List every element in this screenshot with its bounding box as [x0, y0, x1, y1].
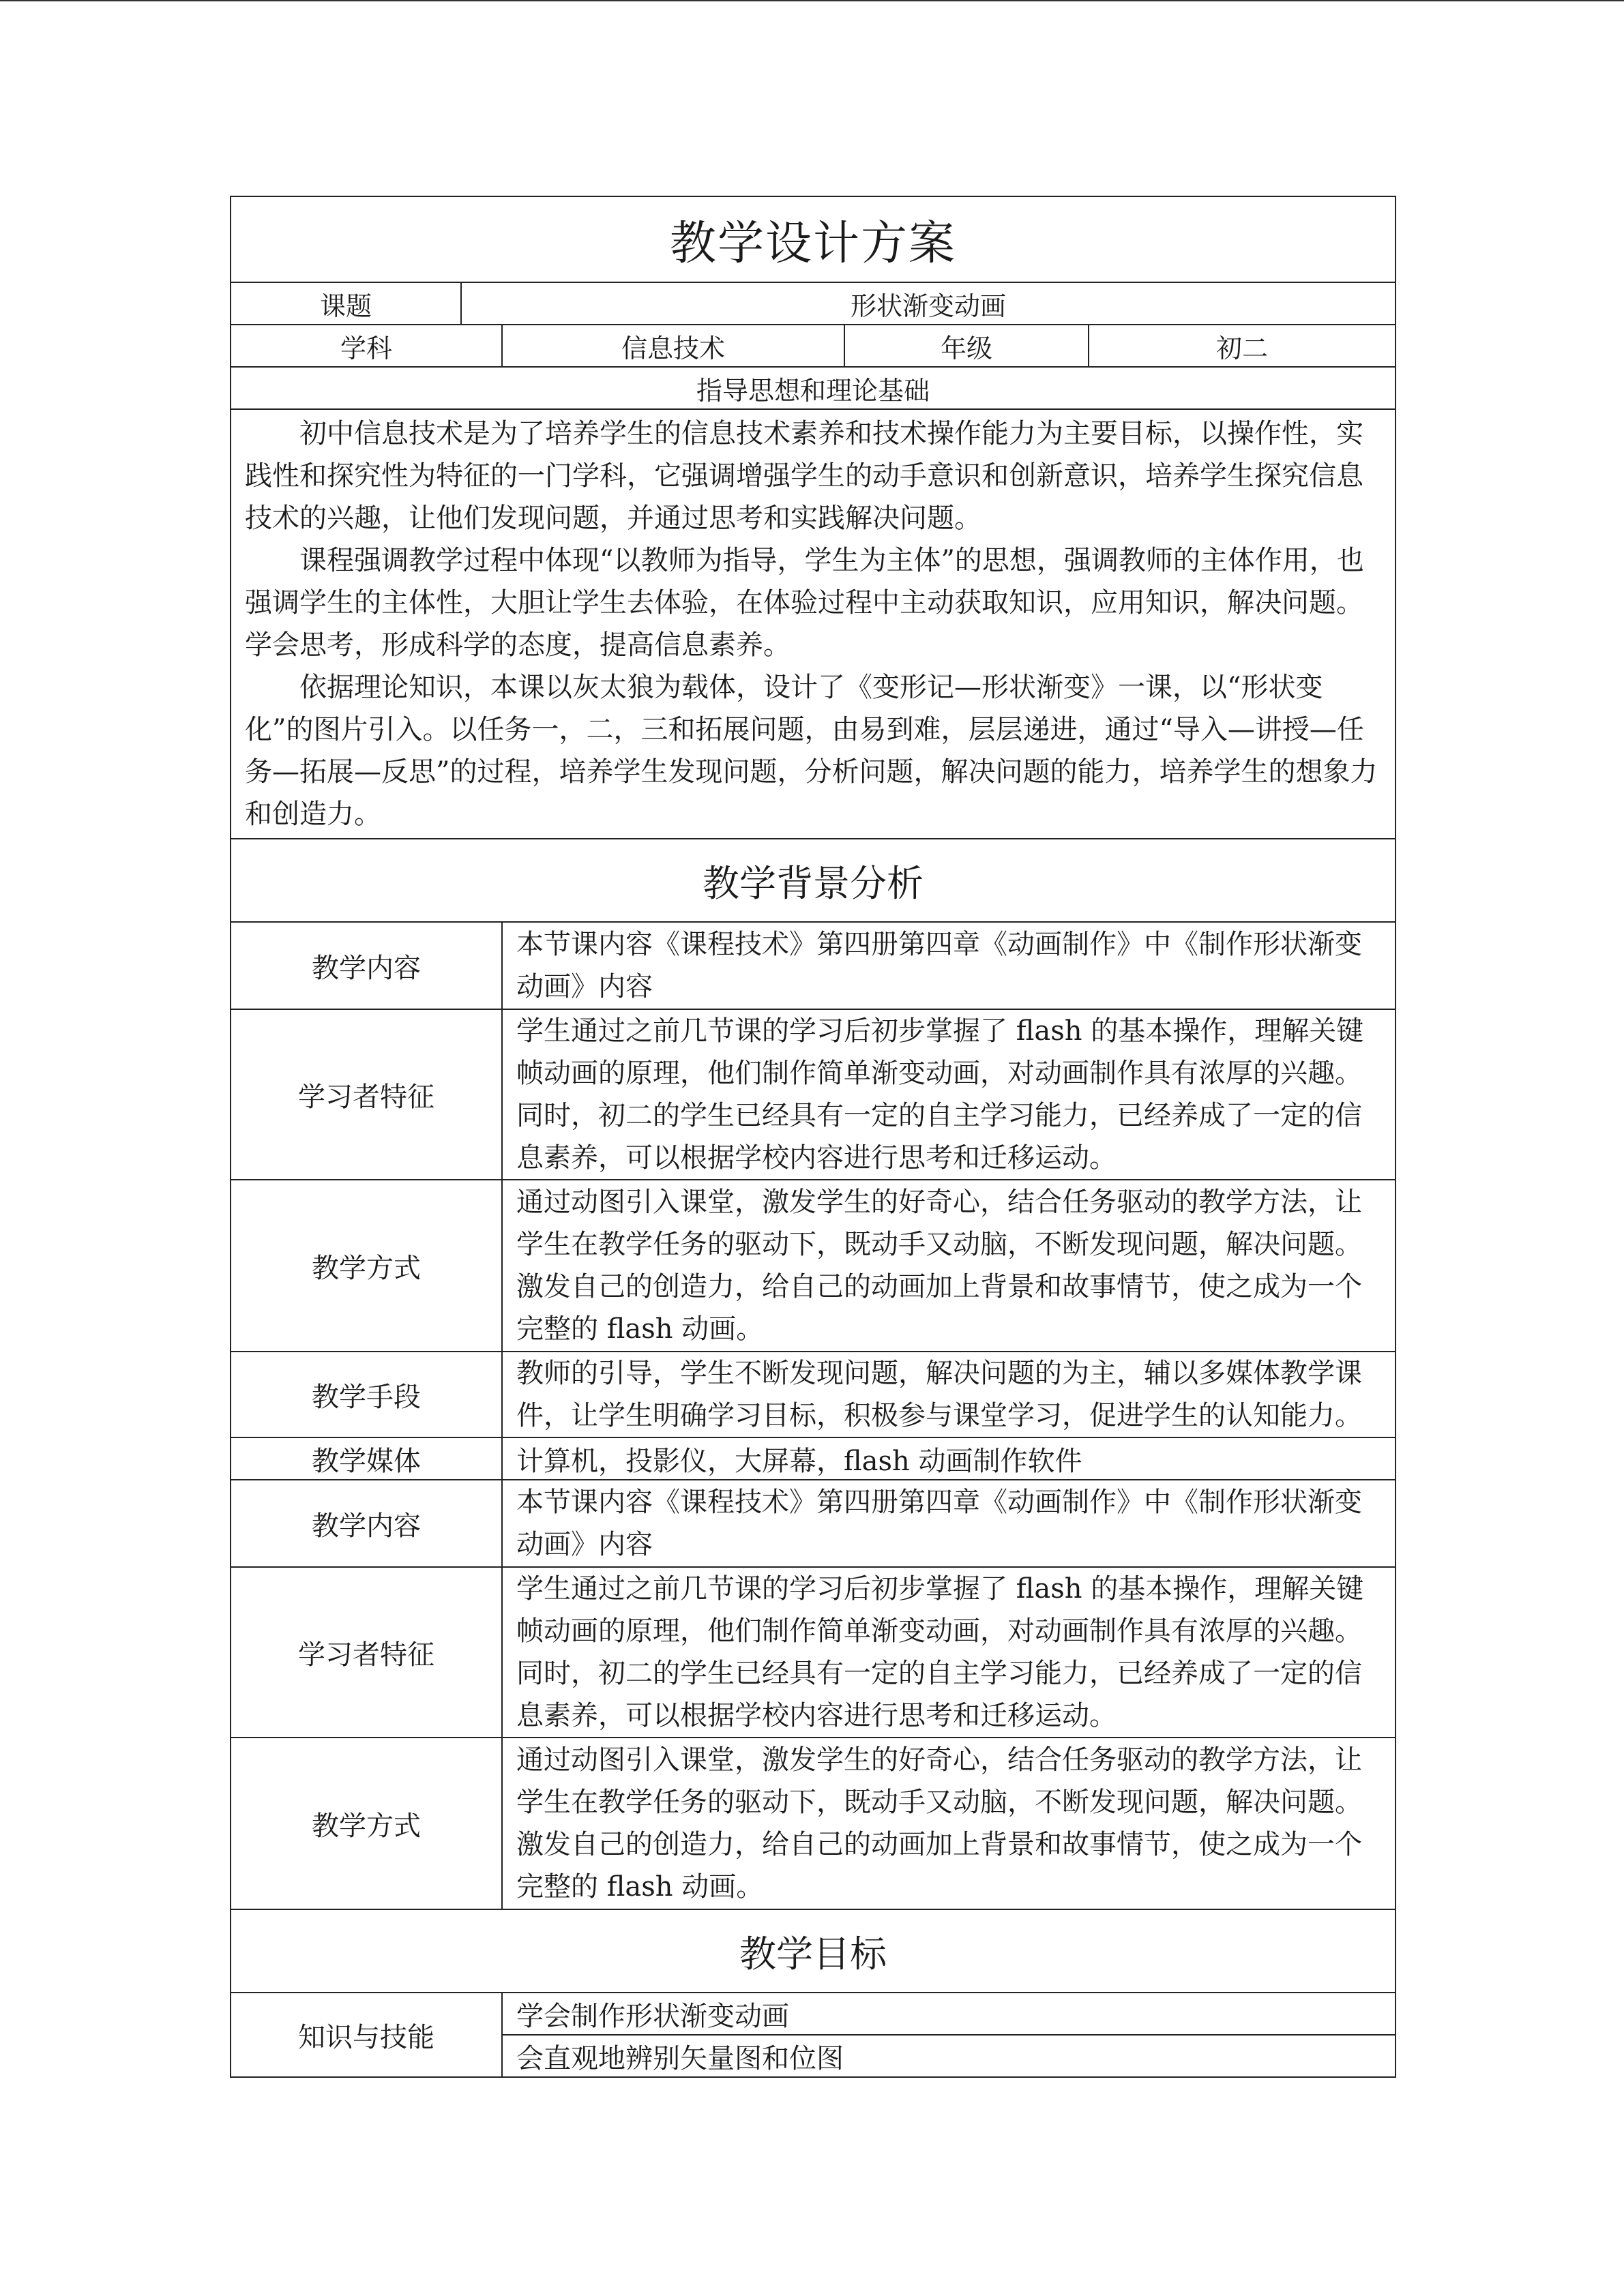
background-row — [231, 922, 1396, 1009]
background-row-label: 学习者特征 — [231, 1009, 502, 1180]
background-row-label: 教学方式 — [231, 1738, 502, 1909]
grade-label: 年级 — [844, 325, 1089, 367]
guiding-paragraph: 依据理论知识，本课以灰太狼为载体，设计了《变形记—形状渐变》一课，以“形状变化”的图片引入。以任务一，二，三和拓展问题，由易到难，层层递进，通过“导入—讲授—任务—拓展—反思”的过程，培养学生发现问题，分析问题，解决问题的能力，培养学生的想象力和创造力。 — [245, 672, 1378, 830]
goals-item: 学会制作形状渐变动画 — [502, 1993, 1396, 2035]
background-row-text: 计算机，投影仪，大屏幕，flash 动画制作软件 — [502, 1437, 1396, 1480]
background-row-label: 教学手段 — [231, 1352, 502, 1437]
background-row-text: 通过动图引入课堂，激发学生的好奇心，结合任务驱动的教学方法，让学生在教学任务的驱动下，既动手又动脑，不断发现问题，解决问题。激发自己的创造力，给自己的动画加上背景和故事情节，使之成为一个完整的 flash 动画。 — [502, 1180, 1396, 1352]
background-row-label: 教学内容 — [231, 1480, 502, 1567]
background-row-text: 学生通过之前几节课的学习后初步掌握了 flash 的基本操作，理解关键帧动画的原理，他们制作简单渐变动画，对动画制作具有浓厚的兴趣。同时，初二的学生已经具有一定的自主学习能力，已经养成了一定的信息素养，可以根据学校内容进行思考和迁移运动。 — [502, 1009, 1396, 1180]
background-heading: 教学背景分析 — [231, 839, 1396, 922]
topic-label: 课题 — [231, 282, 461, 325]
goals-heading: 教学目标 — [231, 1909, 1396, 1993]
lesson-plan-document — [230, 196, 1395, 2078]
topic-row — [231, 282, 1396, 325]
subject-value: 信息技术 — [502, 325, 844, 367]
background-row-label: 教学方式 — [231, 1180, 502, 1352]
guiding-paragraph: 初中信息技术是为了培养学生的信息技术素养和技术操作能力为主要目标，以操作性，实践性和探究性为特征的一门学科，它强调增强学生的动手意识和创新意识，培养学生探究信息技术的兴趣，让他们发现问题，并通过思考和实践解决问题。 — [245, 418, 1363, 534]
background-row — [231, 1437, 1396, 1480]
background-row — [231, 1352, 1396, 1437]
background-row — [231, 1180, 1396, 1352]
page-top-border — [0, 0, 1624, 1]
background-row — [231, 1738, 1396, 1909]
guiding-body-row — [231, 409, 1396, 839]
guiding-heading: 指导思想和理论基础 — [231, 367, 1396, 409]
background-row — [231, 1567, 1396, 1738]
background-row — [231, 1009, 1396, 1180]
background-row-text: 本节课内容《课程技术》第四册第四章《动画制作》中《制作形状渐变动画》内容 — [502, 922, 1396, 1009]
document-title: 教学设计方案 — [231, 196, 1396, 282]
background-row-text: 教师的引导，学生不断发现问题，解决问题的为主，辅以多媒体教学课件，让学生明确学习目标，积极参与课堂学习，促进学生的认知能力。 — [502, 1352, 1396, 1437]
goals-item: 会直观地辨别矢量图和位图 — [502, 2035, 1396, 2077]
goals-label: 知识与技能 — [231, 1993, 502, 2077]
guiding-body — [231, 409, 1396, 839]
lesson-plan-table — [230, 196, 1396, 2078]
subject-label: 学科 — [231, 325, 502, 367]
grade-value: 初二 — [1089, 325, 1396, 367]
background-row-label: 学习者特征 — [231, 1567, 502, 1738]
subject-grade-row — [231, 325, 1396, 367]
guiding-heading-row — [231, 367, 1396, 409]
background-row — [231, 1480, 1396, 1567]
background-row-label: 教学内容 — [231, 922, 502, 1009]
goals-row — [231, 1993, 1396, 2035]
background-row-text: 通过动图引入课堂，激发学生的好奇心，结合任务驱动的教学方法，让学生在教学任务的驱动下，既动手又动脑，不断发现问题，解决问题。激发自己的创造力，给自己的动画加上背景和故事情节，使之成为一个完整的 flash 动画。 — [502, 1738, 1396, 1909]
guiding-paragraph: 课程强调教学过程中体现“以教师为指导，学生为主体”的思想，强调教师的主体作用，也强调学生的主体性，大胆让学生去体验，在体验过程中主动获取知识，应用知识，解决问题。学会思考，形成科学的态度，提高信息素养。 — [245, 545, 1364, 661]
background-row-text: 本节课内容《课程技术》第四册第四章《动画制作》中《制作形状渐变动画》内容 — [502, 1480, 1396, 1567]
background-row-text: 学生通过之前几节课的学习后初步掌握了 flash 的基本操作，理解关键帧动画的原理，他们制作简单渐变动画，对动画制作具有浓厚的兴趣。同时，初二的学生已经具有一定的自主学习能力，已经养成了一定的信息素养，可以根据学校内容进行思考和迁移运动。 — [502, 1567, 1396, 1738]
background-row-label: 教学媒体 — [231, 1437, 502, 1480]
topic-value: 形状渐变动画 — [461, 282, 1396, 325]
